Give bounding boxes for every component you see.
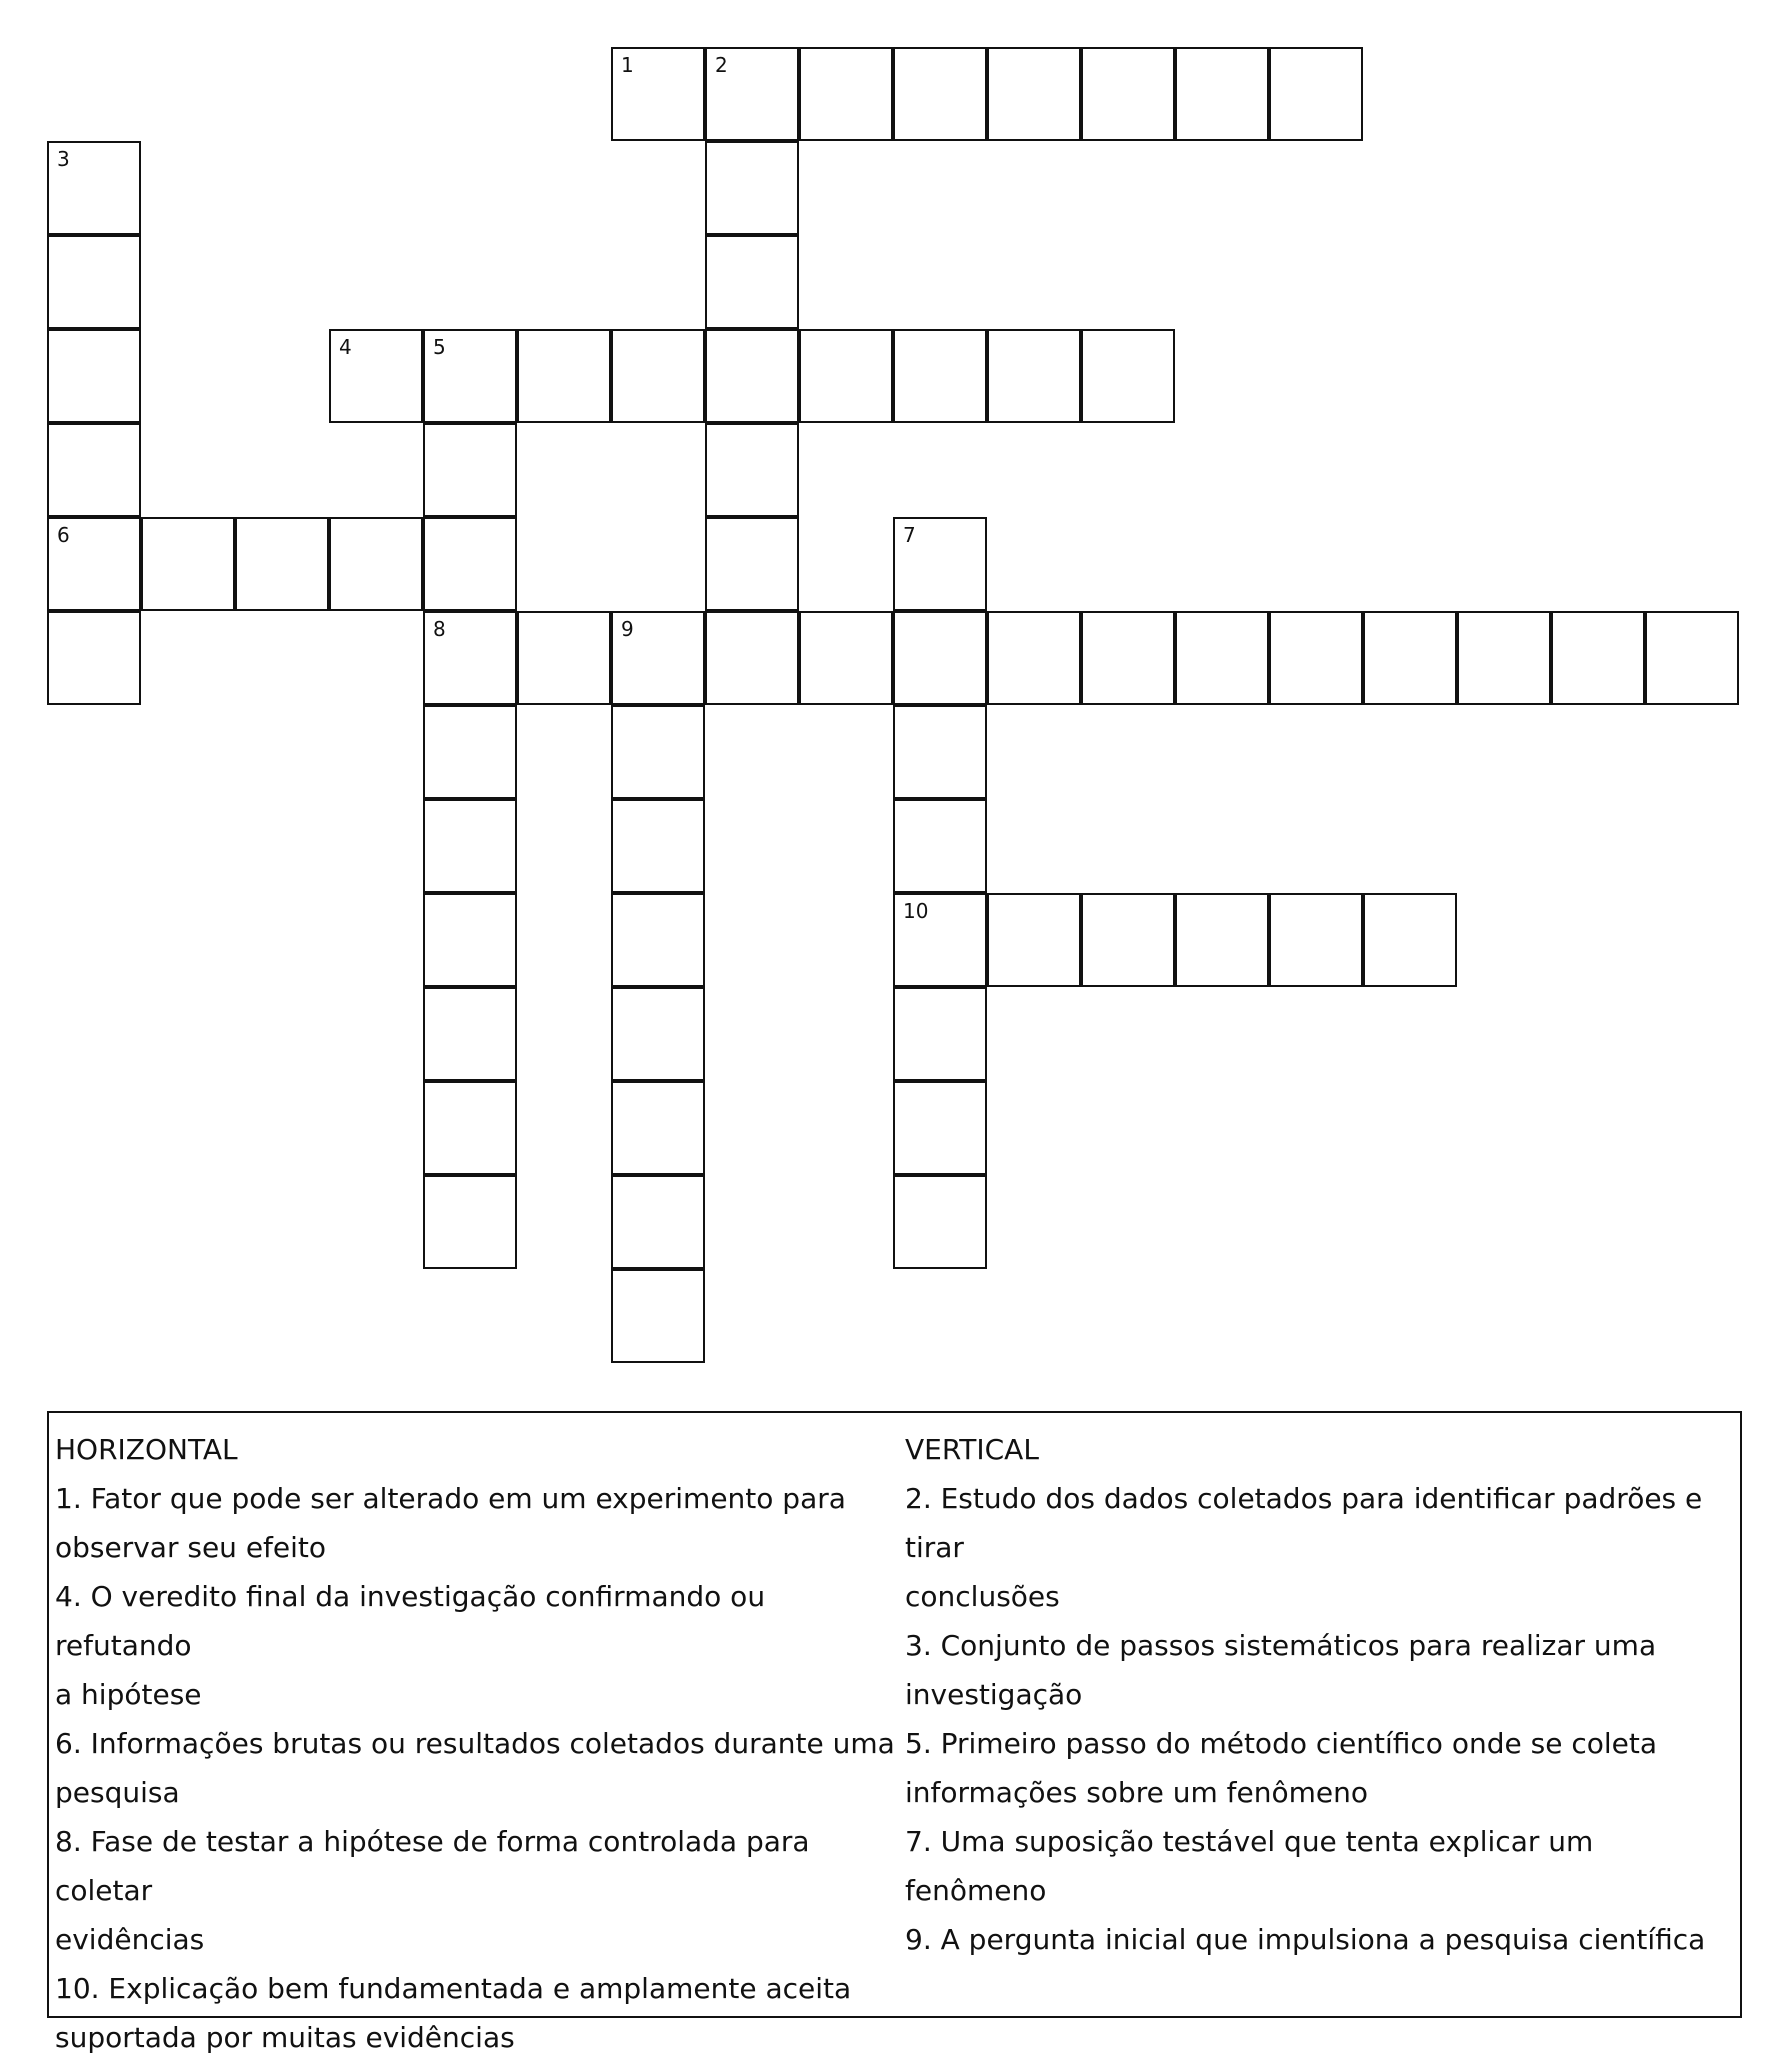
grid-cell[interactable] <box>329 329 423 423</box>
grid-cell[interactable] <box>329 517 423 611</box>
clue-number: 2 <box>715 53 728 77</box>
down-clue-3: investigação <box>905 1678 1083 1711</box>
grid-cell[interactable] <box>611 1175 705 1269</box>
grid-cell[interactable] <box>799 329 893 423</box>
clue-number: 6 <box>57 523 70 547</box>
grid-cell[interactable] <box>705 235 799 329</box>
across-clue-list <box>55 1474 900 2062</box>
across-clue-1: 1. Fator que pode ser alterado em um experimento para <box>55 1482 846 1515</box>
clue-number: 7 <box>903 523 916 547</box>
grid-cell[interactable] <box>893 517 987 611</box>
grid-cell[interactable] <box>611 611 705 705</box>
grid-cell[interactable] <box>423 987 517 1081</box>
down-clues-column <box>905 1425 1735 1964</box>
down-clue-2: 2. Estudo dos dados coletados para identificar padrões e tirar <box>905 1482 1703 1564</box>
grid-cell[interactable] <box>893 47 987 141</box>
grid-cell[interactable] <box>423 517 517 611</box>
down-clue-2: conclusões <box>905 1580 1060 1613</box>
grid-cell[interactable] <box>893 611 987 705</box>
grid-cell[interactable] <box>705 423 799 517</box>
grid-cell[interactable] <box>799 611 893 705</box>
grid-cell[interactable] <box>987 47 1081 141</box>
grid-cell[interactable] <box>611 705 705 799</box>
across-clue-1: observar seu efeito <box>55 1531 327 1564</box>
grid-cell[interactable] <box>47 423 141 517</box>
grid-cell[interactable] <box>611 799 705 893</box>
grid-cell[interactable] <box>1081 47 1175 141</box>
down-clue-3: 3. Conjunto de passos sistemáticos para realizar uma <box>905 1629 1657 1662</box>
grid-cell[interactable] <box>1175 47 1269 141</box>
grid-cell[interactable] <box>893 799 987 893</box>
grid-cell[interactable] <box>893 329 987 423</box>
grid-cell[interactable] <box>611 1269 705 1363</box>
grid-cell[interactable] <box>47 235 141 329</box>
grid-cell[interactable] <box>1269 893 1363 987</box>
grid-cell[interactable] <box>423 329 517 423</box>
grid-cell[interactable] <box>987 329 1081 423</box>
grid-cell[interactable] <box>1363 611 1457 705</box>
grid-cell[interactable] <box>611 47 705 141</box>
across-clue-6: 6. Informações brutas ou resultados coletados durante uma <box>55 1727 895 1760</box>
grid-cell[interactable] <box>611 987 705 1081</box>
across-clues-column <box>55 1425 900 2062</box>
grid-cell[interactable] <box>235 517 329 611</box>
grid-cell[interactable] <box>705 141 799 235</box>
grid-cell[interactable] <box>705 611 799 705</box>
grid-cell[interactable] <box>47 611 141 705</box>
grid-cell[interactable] <box>1269 47 1363 141</box>
grid-cell[interactable] <box>1645 611 1739 705</box>
grid-cell[interactable] <box>611 893 705 987</box>
grid-cell[interactable] <box>1081 329 1175 423</box>
down-clue-7: 7. Uma suposição testável que tenta explicar um fenômeno <box>905 1825 1594 1907</box>
across-clue-4: a hipótese <box>55 1678 202 1711</box>
down-clue-list <box>905 1474 1735 1964</box>
across-clue-10: 10. Explicação bem fundamentada e amplamente aceita <box>55 1972 852 2005</box>
clues-panel <box>47 1411 1742 2054</box>
grid-cell[interactable] <box>47 517 141 611</box>
across-clue-10: suportada por muitas evidências <box>55 2021 515 2054</box>
grid-cell[interactable] <box>1269 611 1363 705</box>
grid-cell[interactable] <box>423 611 517 705</box>
grid-cell[interactable] <box>517 611 611 705</box>
grid-cell[interactable] <box>893 1175 987 1269</box>
grid-cell[interactable] <box>987 611 1081 705</box>
grid-cell[interactable] <box>423 705 517 799</box>
grid-cell[interactable] <box>423 893 517 987</box>
grid-cell[interactable] <box>893 705 987 799</box>
across-clue-4: 4. O veredito final da investigação confirmando ou refutando <box>55 1580 766 1662</box>
grid-cell[interactable] <box>1081 611 1175 705</box>
clue-number: 8 <box>433 617 446 641</box>
grid-cell[interactable] <box>423 423 517 517</box>
grid-cell[interactable] <box>1457 611 1551 705</box>
grid-cell[interactable] <box>705 329 799 423</box>
clue-number: 5 <box>433 335 446 359</box>
grid-cell[interactable] <box>423 1081 517 1175</box>
down-clue-5: 5. Primeiro passo do método científico onde se coleta <box>905 1727 1657 1760</box>
grid-cell[interactable] <box>611 329 705 423</box>
across-clues-title: HORIZONTAL <box>55 1433 238 1466</box>
grid-cell[interactable] <box>47 329 141 423</box>
grid-cell[interactable] <box>893 893 987 987</box>
grid-cell[interactable] <box>893 987 987 1081</box>
clue-number: 3 <box>57 147 70 171</box>
grid-cell[interactable] <box>611 1081 705 1175</box>
clue-number: 9 <box>621 617 634 641</box>
grid-cell[interactable] <box>423 1175 517 1269</box>
grid-cell[interactable] <box>423 799 517 893</box>
clue-number: 1 <box>621 53 634 77</box>
clue-number: 4 <box>339 335 352 359</box>
down-clues-title: VERTICAL <box>905 1433 1039 1466</box>
across-clue-8: evidências <box>55 1923 205 1956</box>
grid-cell[interactable] <box>141 517 235 611</box>
grid-cell[interactable] <box>705 517 799 611</box>
grid-cell[interactable] <box>1551 611 1645 705</box>
grid-cell[interactable] <box>1363 893 1457 987</box>
grid-cell[interactable] <box>1081 893 1175 987</box>
down-clue-5: informações sobre um fenômeno <box>905 1776 1368 1809</box>
clue-number: 10 <box>903 899 929 923</box>
grid-cell[interactable] <box>1175 611 1269 705</box>
grid-cell[interactable] <box>47 141 141 235</box>
grid-cell[interactable] <box>1175 893 1269 987</box>
across-clue-8: 8. Fase de testar a hipótese de forma controlada para coletar <box>55 1825 810 1907</box>
grid-cell[interactable] <box>517 329 611 423</box>
grid-cell[interactable] <box>893 1081 987 1175</box>
grid-cell[interactable] <box>799 47 893 141</box>
grid-cell[interactable] <box>705 47 799 141</box>
grid-cell[interactable] <box>987 893 1081 987</box>
down-clue-9: 9. A pergunta inicial que impulsiona a pesquisa científica <box>905 1923 1706 1956</box>
across-clue-6: pesquisa <box>55 1776 180 1809</box>
